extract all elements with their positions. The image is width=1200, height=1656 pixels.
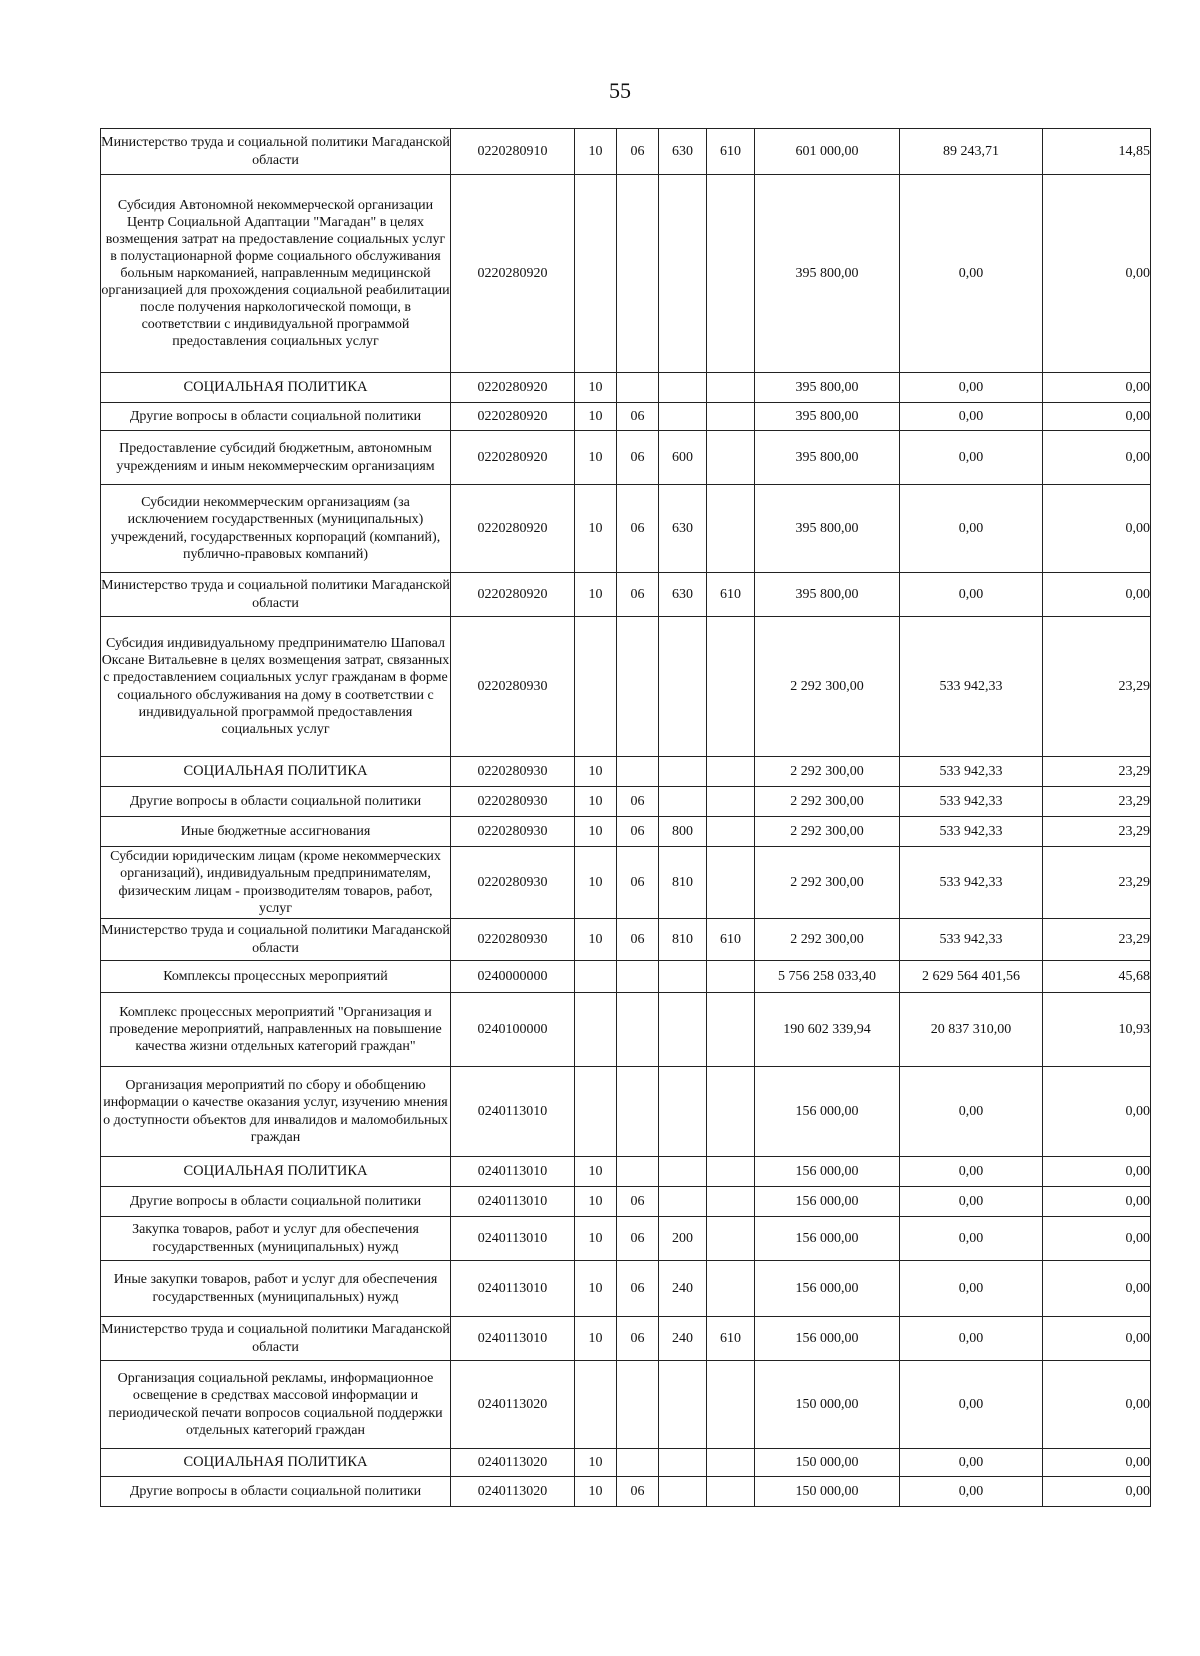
- table-row: [101, 1217, 1151, 1261]
- executed-amount-cell: 0,00: [900, 431, 1043, 485]
- target-article-code-cell: 0240113020: [451, 1477, 575, 1507]
- section-code-cell: 10: [575, 787, 617, 817]
- target-article-code-cell: 0240100000: [451, 993, 575, 1067]
- target-article-code-cell: 0240113010: [451, 1157, 575, 1187]
- expense-type-code-cell: 200: [659, 1217, 707, 1261]
- row-name-cell: СОЦИАЛЬНАЯ ПОЛИТИКА: [101, 1157, 451, 1187]
- expense-type-code-cell: [659, 961, 707, 993]
- table-row: [101, 961, 1151, 993]
- target-article-code-cell: 0220280930: [451, 817, 575, 847]
- administrator-code-cell: [707, 757, 755, 787]
- administrator-code-cell: 610: [707, 919, 755, 961]
- administrator-code-cell: 610: [707, 129, 755, 175]
- execution-percent-cell: 0,00: [1043, 403, 1151, 431]
- subsection-code-cell: 06: [617, 919, 659, 961]
- expense-type-code-cell: 240: [659, 1261, 707, 1317]
- executed-amount-cell: 533 942,33: [900, 787, 1043, 817]
- section-code-cell: 10: [575, 757, 617, 787]
- planned-amount-cell: 156 000,00: [755, 1157, 900, 1187]
- subsection-code-cell: 06: [617, 431, 659, 485]
- section-code-cell: [575, 961, 617, 993]
- expense-type-code-cell: [659, 1157, 707, 1187]
- administrator-code-cell: [707, 175, 755, 373]
- subsection-code-cell: [617, 1361, 659, 1449]
- executed-amount-cell: 89 243,71: [900, 129, 1043, 175]
- execution-percent-cell: 0,00: [1043, 573, 1151, 617]
- executed-amount-cell: 0,00: [900, 1477, 1043, 1507]
- expense-type-code-cell: 630: [659, 129, 707, 175]
- section-code-cell: 10: [575, 1477, 617, 1507]
- expense-type-code-cell: [659, 373, 707, 403]
- row-name-cell: Субсидия Автономной некоммерческой организации Центр Социальной Адаптации "Магадан" в целях возмещения затрат на предоставление социальных услуг в полустационарной форме социального обслуживания больным наркоманией, направленным медицинской организацией для прохождения социальной реабилитации после получения наркологической помощи, в соответствии с индивидуальной программой предоставления социальных услуг: [101, 175, 451, 373]
- section-code-cell: 10: [575, 403, 617, 431]
- execution-percent-cell: 45,68: [1043, 961, 1151, 993]
- target-article-code-cell: 0220280920: [451, 373, 575, 403]
- subsection-code-cell: 06: [617, 403, 659, 431]
- table-row: [101, 787, 1151, 817]
- planned-amount-cell: 395 800,00: [755, 573, 900, 617]
- table-row: [101, 431, 1151, 485]
- executed-amount-cell: 0,00: [900, 1449, 1043, 1477]
- planned-amount-cell: 150 000,00: [755, 1361, 900, 1449]
- section-code-cell: [575, 1361, 617, 1449]
- table-row: [101, 373, 1151, 403]
- table-row: [101, 817, 1151, 847]
- administrator-code-cell: [707, 787, 755, 817]
- executed-amount-cell: 0,00: [900, 175, 1043, 373]
- expense-type-code-cell: 630: [659, 573, 707, 617]
- subsection-code-cell: 06: [617, 1317, 659, 1361]
- executed-amount-cell: 0,00: [900, 403, 1043, 431]
- section-code-cell: 10: [575, 847, 617, 919]
- target-article-code-cell: 0220280930: [451, 919, 575, 961]
- administrator-code-cell: 610: [707, 573, 755, 617]
- expense-type-code-cell: [659, 1361, 707, 1449]
- executed-amount-cell: 0,00: [900, 1361, 1043, 1449]
- administrator-code-cell: [707, 993, 755, 1067]
- administrator-code-cell: [707, 1261, 755, 1317]
- execution-percent-cell: 0,00: [1043, 1157, 1151, 1187]
- administrator-code-cell: [707, 961, 755, 993]
- row-name-cell: Закупка товаров, работ и услуг для обеспечения государственных (муниципальных) нужд: [101, 1217, 451, 1261]
- table-row: [101, 1261, 1151, 1317]
- row-name-cell: Министерство труда и социальной политики Магаданской области: [101, 1317, 451, 1361]
- table-row: [101, 1067, 1151, 1157]
- table-row: [101, 403, 1151, 431]
- planned-amount-cell: 2 292 300,00: [755, 919, 900, 961]
- subsection-code-cell: 06: [617, 817, 659, 847]
- subsection-code-cell: [617, 175, 659, 373]
- execution-percent-cell: 23,29: [1043, 617, 1151, 757]
- subsection-code-cell: 06: [617, 1217, 659, 1261]
- section-code-cell: 10: [575, 817, 617, 847]
- row-name-cell: Другие вопросы в области социальной политики: [101, 787, 451, 817]
- section-code-cell: 10: [575, 373, 617, 403]
- row-name-cell: Другие вопросы в области социальной политики: [101, 403, 451, 431]
- planned-amount-cell: 395 800,00: [755, 485, 900, 573]
- target-article-code-cell: 0240113010: [451, 1261, 575, 1317]
- executed-amount-cell: 0,00: [900, 1317, 1043, 1361]
- target-article-code-cell: 0220280930: [451, 787, 575, 817]
- planned-amount-cell: 5 756 258 033,40: [755, 961, 900, 993]
- section-code-cell: 10: [575, 1187, 617, 1217]
- execution-percent-cell: 0,00: [1043, 1261, 1151, 1317]
- target-article-code-cell: 0220280920: [451, 175, 575, 373]
- target-article-code-cell: 0220280920: [451, 485, 575, 573]
- execution-percent-cell: 0,00: [1043, 373, 1151, 403]
- section-code-cell: 10: [575, 919, 617, 961]
- subsection-code-cell: 06: [617, 787, 659, 817]
- administrator-code-cell: [707, 1157, 755, 1187]
- table-row: [101, 485, 1151, 573]
- target-article-code-cell: 0240113010: [451, 1187, 575, 1217]
- planned-amount-cell: 150 000,00: [755, 1477, 900, 1507]
- expense-type-code-cell: [659, 175, 707, 373]
- administrator-code-cell: [707, 817, 755, 847]
- planned-amount-cell: 2 292 300,00: [755, 847, 900, 919]
- executed-amount-cell: 0,00: [900, 1261, 1043, 1317]
- executed-amount-cell: 533 942,33: [900, 757, 1043, 787]
- administrator-code-cell: [707, 485, 755, 573]
- planned-amount-cell: 601 000,00: [755, 129, 900, 175]
- table-row: [101, 1361, 1151, 1449]
- administrator-code-cell: [707, 1217, 755, 1261]
- table-row: [101, 573, 1151, 617]
- planned-amount-cell: 395 800,00: [755, 175, 900, 373]
- planned-amount-cell: 190 602 339,94: [755, 993, 900, 1067]
- executed-amount-cell: 0,00: [900, 573, 1043, 617]
- section-code-cell: [575, 617, 617, 757]
- planned-amount-cell: 395 800,00: [755, 431, 900, 485]
- executed-amount-cell: 533 942,33: [900, 817, 1043, 847]
- subsection-code-cell: [617, 373, 659, 403]
- subsection-code-cell: 06: [617, 1477, 659, 1507]
- execution-percent-cell: 0,00: [1043, 175, 1151, 373]
- row-name-cell: Министерство труда и социальной политики Магаданской области: [101, 573, 451, 617]
- execution-percent-cell: 0,00: [1043, 1187, 1151, 1217]
- page-number: 55: [609, 78, 631, 103]
- subsection-code-cell: 06: [617, 1261, 659, 1317]
- table-row: [101, 1187, 1151, 1217]
- execution-percent-cell: 10,93: [1043, 993, 1151, 1067]
- planned-amount-cell: 156 000,00: [755, 1187, 900, 1217]
- target-article-code-cell: 0220280920: [451, 431, 575, 485]
- execution-percent-cell: 0,00: [1043, 1217, 1151, 1261]
- target-article-code-cell: 0220280930: [451, 757, 575, 787]
- table-row: [101, 1477, 1151, 1507]
- execution-percent-cell: 23,29: [1043, 919, 1151, 961]
- subsection-code-cell: [617, 1067, 659, 1157]
- row-name-cell: Комплекс процессных мероприятий "Организация и проведение мероприятий, направленных на повышение качества жизни отдельных категорий граждан": [101, 993, 451, 1067]
- table-row: [101, 1449, 1151, 1477]
- row-name-cell: Предоставление субсидий бюджетным, автономным учреждениям и иным некоммерческим организациям: [101, 431, 451, 485]
- section-code-cell: 10: [575, 129, 617, 175]
- planned-amount-cell: 2 292 300,00: [755, 817, 900, 847]
- execution-percent-cell: 0,00: [1043, 431, 1151, 485]
- planned-amount-cell: 2 292 300,00: [755, 617, 900, 757]
- executed-amount-cell: 0,00: [900, 373, 1043, 403]
- target-article-code-cell: 0240113020: [451, 1449, 575, 1477]
- target-article-code-cell: 0220280920: [451, 403, 575, 431]
- executed-amount-cell: 0,00: [900, 1157, 1043, 1187]
- section-code-cell: 10: [575, 573, 617, 617]
- expense-type-code-cell: 810: [659, 847, 707, 919]
- row-name-cell: Иные бюджетные ассигнования: [101, 817, 451, 847]
- row-name-cell: Субсидии некоммерческим организациям (за исключением государственных (муниципальных) учреждений, государственных корпораций (компаний), публично-правовых компаний): [101, 485, 451, 573]
- row-name-cell: Комплексы процессных мероприятий: [101, 961, 451, 993]
- expense-type-code-cell: 800: [659, 817, 707, 847]
- expense-type-code-cell: 630: [659, 485, 707, 573]
- execution-percent-cell: 0,00: [1043, 485, 1151, 573]
- expense-type-code-cell: [659, 1067, 707, 1157]
- row-name-cell: Организация социальной рекламы, информационное освещение в средствах массовой информации и периодической печати вопросов социальной поддержки отдельных категорий граждан: [101, 1361, 451, 1449]
- planned-amount-cell: 395 800,00: [755, 373, 900, 403]
- subsection-code-cell: 06: [617, 573, 659, 617]
- execution-percent-cell: 0,00: [1043, 1317, 1151, 1361]
- target-article-code-cell: 0220280930: [451, 617, 575, 757]
- section-code-cell: 10: [575, 1157, 617, 1187]
- administrator-code-cell: [707, 1477, 755, 1507]
- execution-percent-cell: 14,85: [1043, 129, 1151, 175]
- table-row: [101, 757, 1151, 787]
- budget-table: [100, 128, 1151, 1507]
- administrator-code-cell: [707, 1187, 755, 1217]
- execution-percent-cell: 23,29: [1043, 757, 1151, 787]
- row-name-cell: СОЦИАЛЬНАЯ ПОЛИТИКА: [101, 373, 451, 403]
- row-name-cell: Министерство труда и социальной политики Магаданской области: [101, 129, 451, 175]
- expense-type-code-cell: 810: [659, 919, 707, 961]
- section-code-cell: 10: [575, 1317, 617, 1361]
- row-name-cell: Министерство труда и социальной политики Магаданской области: [101, 919, 451, 961]
- section-code-cell: 10: [575, 1261, 617, 1317]
- target-article-code-cell: 0220280930: [451, 847, 575, 919]
- table-row: [101, 175, 1151, 373]
- planned-amount-cell: 156 000,00: [755, 1317, 900, 1361]
- expense-type-code-cell: 240: [659, 1317, 707, 1361]
- administrator-code-cell: [707, 1361, 755, 1449]
- expense-type-code-cell: [659, 403, 707, 431]
- executed-amount-cell: 0,00: [900, 1067, 1043, 1157]
- planned-amount-cell: 150 000,00: [755, 1449, 900, 1477]
- target-article-code-cell: 0240113020: [451, 1361, 575, 1449]
- target-article-code-cell: 0240000000: [451, 961, 575, 993]
- table-row: [101, 1157, 1151, 1187]
- target-article-code-cell: 0240113010: [451, 1317, 575, 1361]
- execution-percent-cell: 0,00: [1043, 1477, 1151, 1507]
- expense-type-code-cell: 600: [659, 431, 707, 485]
- subsection-code-cell: [617, 1449, 659, 1477]
- subsection-code-cell: 06: [617, 485, 659, 573]
- row-name-cell: Иные закупки товаров, работ и услуг для обеспечения государственных (муниципальных) нужд: [101, 1261, 451, 1317]
- table-row: [101, 1317, 1151, 1361]
- expense-type-code-cell: [659, 993, 707, 1067]
- subsection-code-cell: [617, 993, 659, 1067]
- executed-amount-cell: 0,00: [900, 1217, 1043, 1261]
- administrator-code-cell: [707, 1067, 755, 1157]
- executed-amount-cell: 0,00: [900, 485, 1043, 573]
- target-article-code-cell: 0220280920: [451, 573, 575, 617]
- subsection-code-cell: [617, 757, 659, 787]
- subsection-code-cell: 06: [617, 129, 659, 175]
- planned-amount-cell: 2 292 300,00: [755, 757, 900, 787]
- expense-type-code-cell: [659, 1449, 707, 1477]
- section-code-cell: [575, 1067, 617, 1157]
- table-row: [101, 129, 1151, 175]
- administrator-code-cell: [707, 617, 755, 757]
- section-code-cell: 10: [575, 485, 617, 573]
- executed-amount-cell: 533 942,33: [900, 847, 1043, 919]
- row-name-cell: СОЦИАЛЬНАЯ ПОЛИТИКА: [101, 757, 451, 787]
- executed-amount-cell: 0,00: [900, 1187, 1043, 1217]
- executed-amount-cell: 20 837 310,00: [900, 993, 1043, 1067]
- expense-type-code-cell: [659, 1477, 707, 1507]
- row-name-cell: Субсидии юридическим лицам (кроме некоммерческих организаций), индивидуальным предпринимателям, физическим лицам - производителям товаров, работ, услуг: [101, 847, 451, 919]
- execution-percent-cell: 23,29: [1043, 847, 1151, 919]
- target-article-code-cell: 0220280910: [451, 129, 575, 175]
- planned-amount-cell: 395 800,00: [755, 403, 900, 431]
- administrator-code-cell: [707, 847, 755, 919]
- row-name-cell: СОЦИАЛЬНАЯ ПОЛИТИКА: [101, 1449, 451, 1477]
- row-name-cell: Другие вопросы в области социальной политики: [101, 1477, 451, 1507]
- administrator-code-cell: [707, 431, 755, 485]
- subsection-code-cell: [617, 617, 659, 757]
- section-code-cell: 10: [575, 1217, 617, 1261]
- expense-type-code-cell: [659, 757, 707, 787]
- subsection-code-cell: 06: [617, 847, 659, 919]
- section-code-cell: [575, 993, 617, 1067]
- row-name-cell: Другие вопросы в области социальной политики: [101, 1187, 451, 1217]
- row-name-cell: Организация мероприятий по сбору и обобщению информации о качестве оказания услуг, изучению мнения о доступности объектов для инвалидов и маломобильных граждан: [101, 1067, 451, 1157]
- expense-type-code-cell: [659, 617, 707, 757]
- administrator-code-cell: 610: [707, 1317, 755, 1361]
- section-code-cell: [575, 175, 617, 373]
- planned-amount-cell: 156 000,00: [755, 1261, 900, 1317]
- section-code-cell: 10: [575, 431, 617, 485]
- execution-percent-cell: 23,29: [1043, 817, 1151, 847]
- execution-percent-cell: 0,00: [1043, 1067, 1151, 1157]
- executed-amount-cell: 533 942,33: [900, 617, 1043, 757]
- executed-amount-cell: 533 942,33: [900, 919, 1043, 961]
- subsection-code-cell: [617, 1157, 659, 1187]
- section-code-cell: 10: [575, 1449, 617, 1477]
- subsection-code-cell: 06: [617, 1187, 659, 1217]
- table-row: [101, 993, 1151, 1067]
- table-row: [101, 847, 1151, 919]
- expense-type-code-cell: [659, 1187, 707, 1217]
- administrator-code-cell: [707, 1449, 755, 1477]
- expense-type-code-cell: [659, 787, 707, 817]
- table-row: [101, 617, 1151, 757]
- planned-amount-cell: 156 000,00: [755, 1217, 900, 1261]
- administrator-code-cell: [707, 373, 755, 403]
- subsection-code-cell: [617, 961, 659, 993]
- executed-amount-cell: 2 629 564 401,56: [900, 961, 1043, 993]
- planned-amount-cell: 2 292 300,00: [755, 787, 900, 817]
- target-article-code-cell: 0240113010: [451, 1217, 575, 1261]
- execution-percent-cell: 0,00: [1043, 1449, 1151, 1477]
- execution-percent-cell: 23,29: [1043, 787, 1151, 817]
- table-row: [101, 919, 1151, 961]
- execution-percent-cell: 0,00: [1043, 1361, 1151, 1449]
- target-article-code-cell: 0240113010: [451, 1067, 575, 1157]
- administrator-code-cell: [707, 403, 755, 431]
- row-name-cell: Субсидия индивидуальному предпринимателю Шаповал Оксане Витальевне в целях возмещения затрат, связанных с предоставлением социальных услуг гражданам в форме социального обслуживания на дому в соответствии с индивидуальной программой предоставления социальных услуг: [101, 617, 451, 757]
- planned-amount-cell: 156 000,00: [755, 1067, 900, 1157]
